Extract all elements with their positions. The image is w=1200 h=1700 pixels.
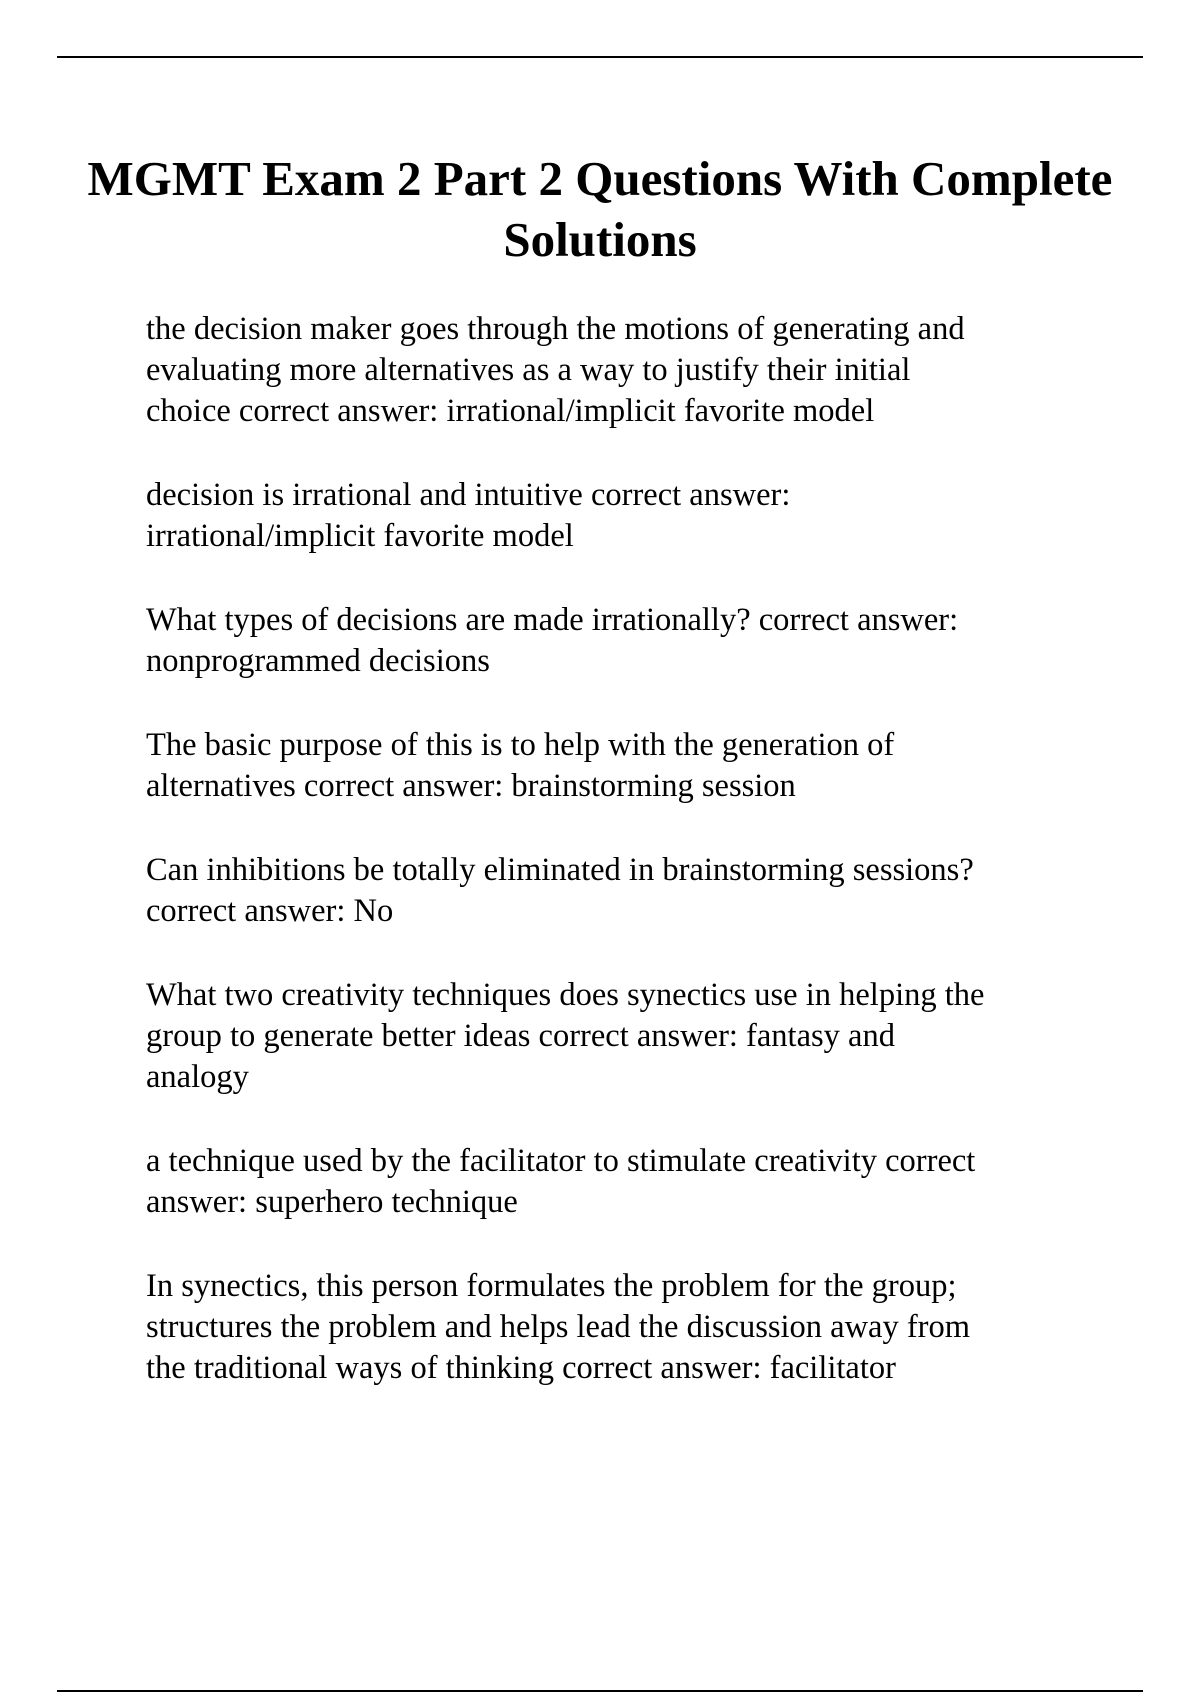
qa-entry: Can inhibitions be totally eliminated in brainstorming sessions? correct answer: No <box>146 852 974 929</box>
bottom-rule <box>57 1690 1143 1692</box>
top-rule <box>57 56 1143 58</box>
qa-entry: a technique used by the facilitator to stimulate creativity correct answer: superhero technique <box>146 1143 976 1220</box>
document-title: MGMT Exam 2 Part 2 Questions With Complete Solutions <box>87 151 1113 267</box>
qa-list <box>146 309 1096 1432</box>
qa-entry: decision is irrational and intuitive correct answer: irrational/implicit favorite model <box>146 477 791 554</box>
qa-entry: The basic purpose of this is to help with the generation of alternatives correct answer: brainstorming session <box>146 727 895 804</box>
qa-entry: What two creativity techniques does synectics use in helping the group to generate better ideas correct answer: fantasy and analogy <box>146 977 985 1095</box>
qa-entry: the decision maker goes through the motions of generating and evaluating more alternatives as a way to justify their initial choice correct answer: irrational/implicit favorite model <box>146 311 965 429</box>
qa-entry: In synectics, this person formulates the problem for the group; structures the problem and helps lead the discussion away from the traditional ways of thinking correct answer: facilitator <box>146 1268 971 1386</box>
qa-entry: What types of decisions are made irrationally? correct answer: nonprogrammed decisions <box>146 602 959 679</box>
